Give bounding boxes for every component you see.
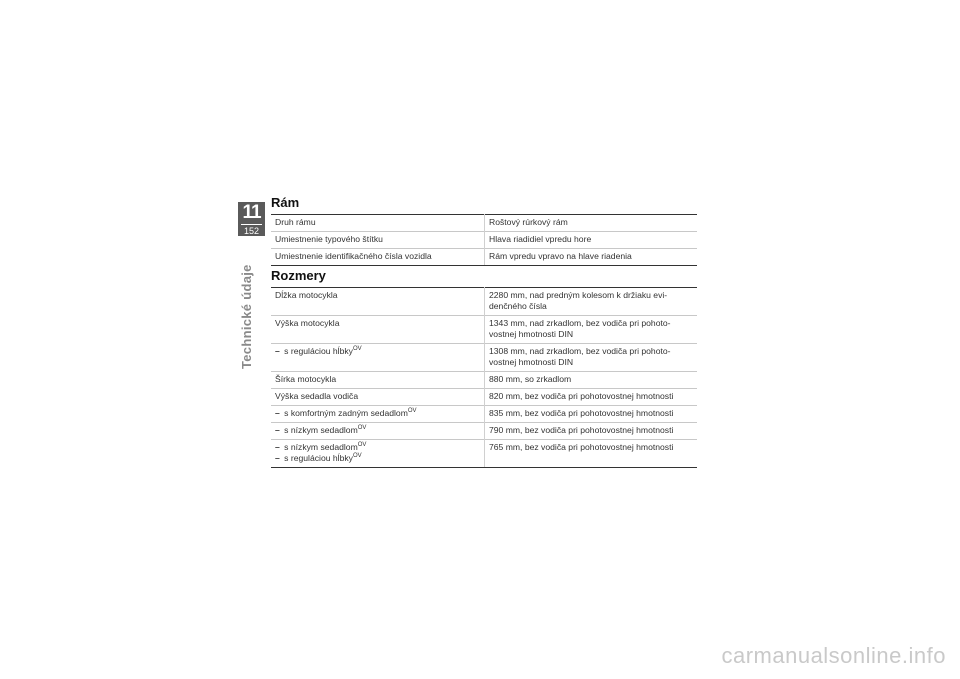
chapter-number: 11 [242, 202, 261, 223]
table-row [271, 406, 697, 423]
spec-key: Dĺžka motocykla [271, 288, 485, 316]
spec-value-line: 1308 mm, nad zrkadlom, bez vodiča pri pohoto- [489, 346, 671, 356]
spec-value: 820 mm, bez vodiča pri pohotovostnej hmotnosti [485, 389, 698, 406]
option-marker: OV [357, 425, 367, 431]
spec-value: Roštový rúrkový rám [485, 215, 698, 232]
table-row [271, 440, 697, 468]
spec-value [485, 316, 698, 344]
spec-value: Hlava riadidiel vpredu hore [485, 232, 698, 249]
table-row [271, 423, 697, 440]
chapter-side-label: Technické údaje [239, 264, 254, 369]
spec-value: 835 mm, bez vodiča pri pohotovostnej hmotnosti [485, 406, 698, 423]
spec-value-line: vostnej hmotnosti DIN [489, 329, 574, 339]
spec-key [271, 423, 485, 440]
spec-key: Druh rámu [271, 215, 485, 232]
spec-key-text: s nízkym sedadlom [284, 425, 358, 435]
spec-key: Šírka motocykla [271, 372, 485, 389]
dash-marker: – [275, 425, 280, 435]
option-marker: OV [407, 408, 417, 414]
option-marker: OV [357, 442, 367, 448]
section-title-rozmery: Rozmery [271, 268, 326, 283]
frame-spec-table [271, 214, 697, 266]
spec-key [271, 344, 485, 372]
spec-key: Umiestnenie identifikačného čísla vozidla [271, 249, 485, 266]
watermark: carmanualsonline.info [721, 643, 946, 668]
spec-value-line: vostnej hmotnosti DIN [489, 357, 574, 367]
chapter-badge [238, 202, 265, 236]
spec-value: Rám vpredu vpravo na hlave riadenia [485, 249, 698, 266]
dash-marker: – [275, 453, 280, 463]
spec-key-text: s reguláciou hĺbky [284, 453, 353, 463]
spec-value-line: 1343 mm, nad zrkadlom, bez vodiča pri pohoto- [489, 318, 671, 328]
table-row [271, 215, 697, 232]
spec-key [271, 406, 485, 423]
spec-key: Výška motocykla [271, 316, 485, 344]
table-row [271, 344, 697, 372]
spec-key [271, 440, 485, 468]
section-title-ram: Rám [271, 195, 300, 210]
spec-value-line: denčného čísla [489, 301, 547, 311]
spec-value: 880 mm, so zrkadlom [485, 372, 698, 389]
dash-marker: – [275, 346, 280, 356]
dash-marker: – [275, 442, 280, 452]
spec-value [485, 288, 698, 316]
dash-marker: – [275, 408, 280, 418]
spec-key: Výška sedadla vodiča [271, 389, 485, 406]
spec-value-line: 2280 mm, nad predným kolesom k držiaku evi- [489, 290, 668, 300]
table-row [271, 316, 697, 344]
spec-key-text: s reguláciou hĺbky [284, 346, 353, 356]
table-row [271, 288, 697, 316]
spec-value: 765 mm, bez vodiča pri pohotovostnej hmotnosti [485, 440, 698, 468]
option-marker: OV [352, 346, 362, 352]
spec-key-text: s nízkym sedadlom [284, 442, 358, 452]
table-row [271, 249, 697, 266]
spec-value [485, 344, 698, 372]
spec-key-text: s komfortným zadným sedadlom [284, 408, 408, 418]
page-number: 152 [243, 226, 260, 236]
dimensions-spec-table [271, 287, 697, 468]
spec-key: Umiestnenie typového štítku [271, 232, 485, 249]
table-row [271, 389, 697, 406]
table-row [271, 232, 697, 249]
spec-value: 790 mm, bez vodiča pri pohotovostnej hmotnosti [485, 423, 698, 440]
option-marker: OV [352, 453, 362, 459]
table-row [271, 372, 697, 389]
